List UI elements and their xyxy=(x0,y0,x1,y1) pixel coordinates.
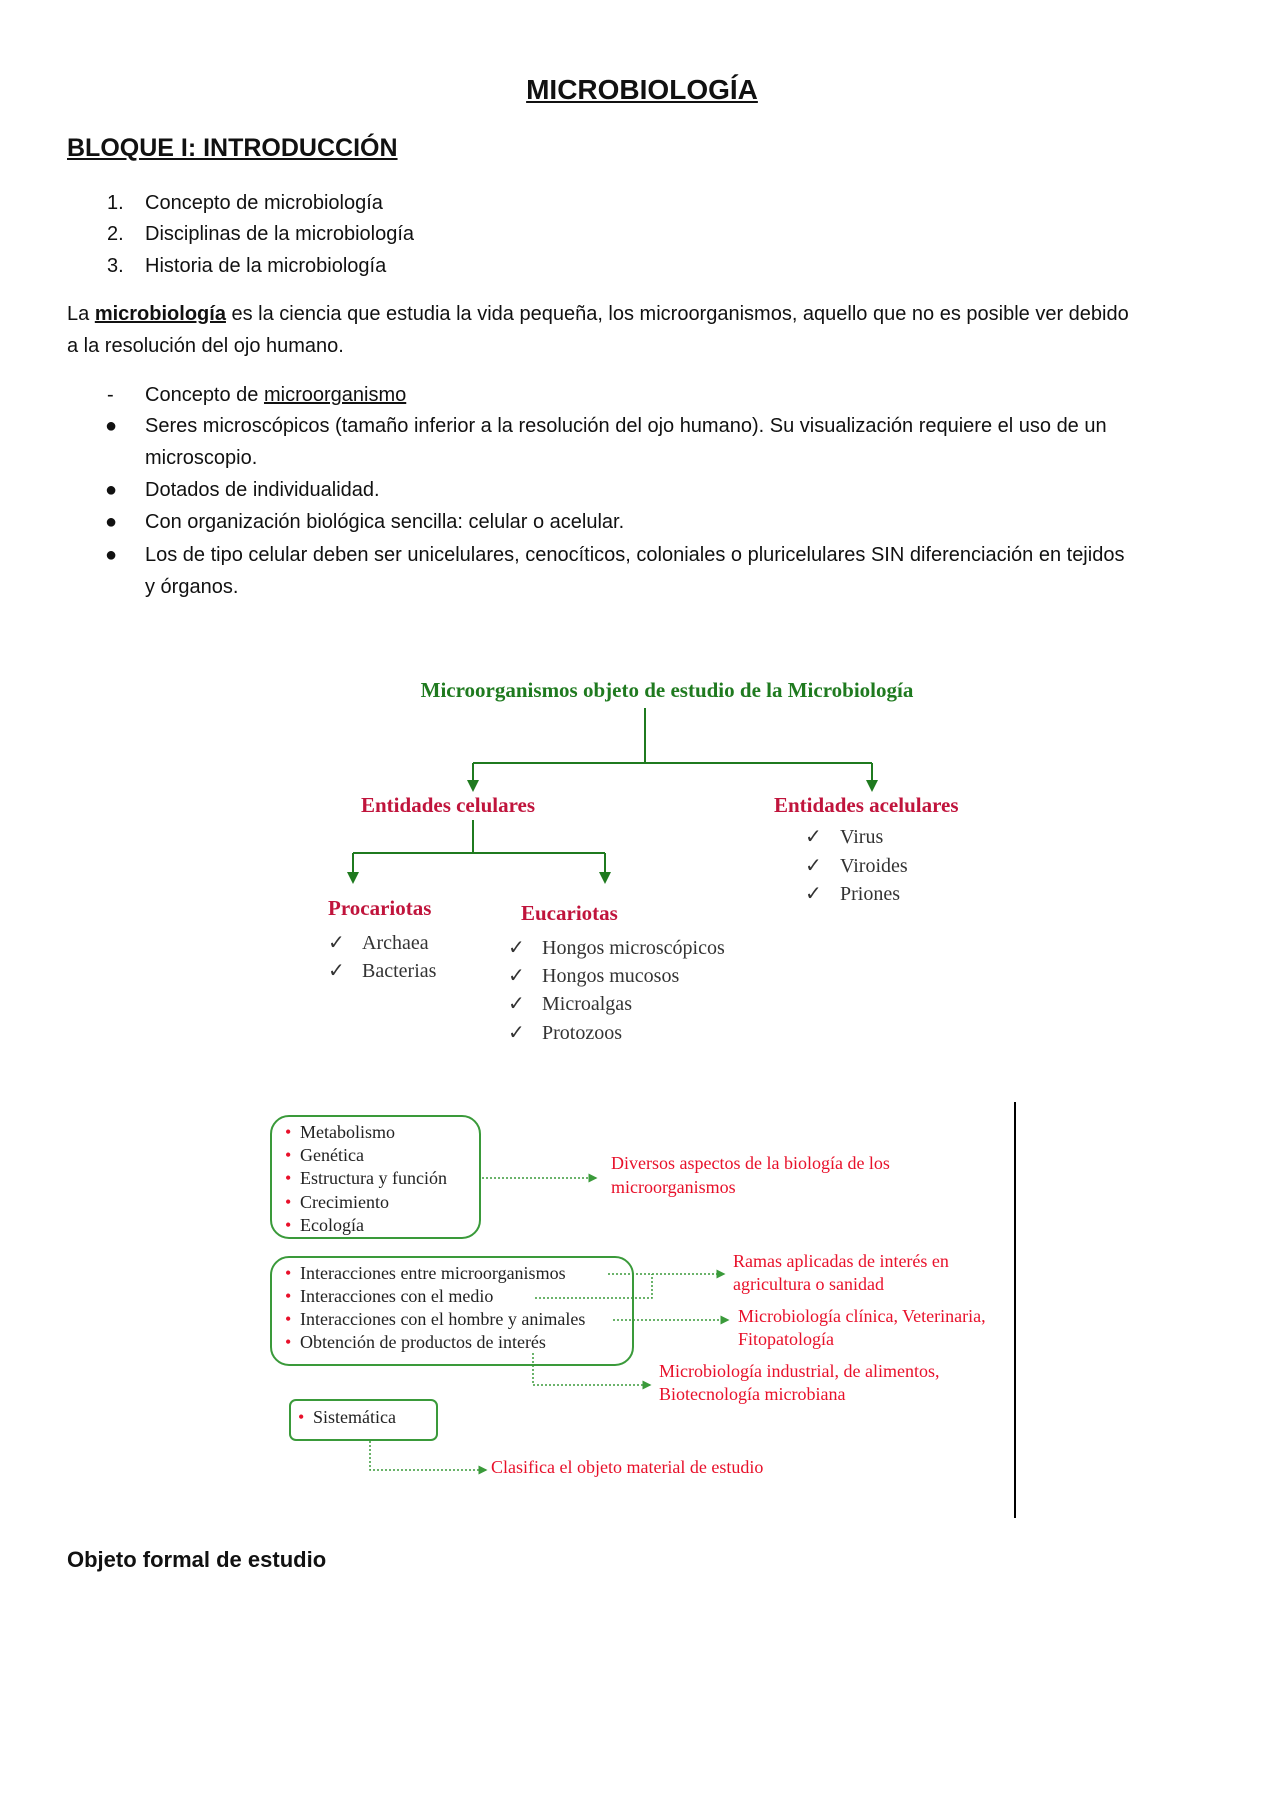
check-icon: ✓ xyxy=(805,883,822,905)
list-item: Genética xyxy=(300,1145,364,1165)
check-icon: ✓ xyxy=(508,965,525,987)
bullet-text: Seres microscópicos (tamaño inferior a la resolución del ojo humano). Su visualización requiere el uso de un xyxy=(145,415,1107,437)
bullet-icon: ● xyxy=(105,479,118,501)
target-text: Clasifica el objeto material de estudio xyxy=(491,1457,764,1477)
list-item: Obtención de productos de interés xyxy=(300,1332,546,1352)
bullet-text: y órganos. xyxy=(145,576,239,598)
term-microbiologia: microbiología xyxy=(94,303,226,325)
bullet-text: Dotados de individualidad. xyxy=(145,479,380,501)
list-item: Crecimiento xyxy=(300,1192,389,1212)
list-item: Hongos mucosos xyxy=(542,965,680,987)
svg-text:•: • xyxy=(285,1332,292,1352)
target-text: Ramas aplicadas de interés en xyxy=(733,1251,949,1271)
target-text: Microbiología clínica, Veterinaria, xyxy=(738,1306,986,1326)
svg-text:•: • xyxy=(285,1168,292,1188)
list-item: Hongos microscópicos xyxy=(542,937,725,959)
procariotas-label: Procariotas xyxy=(328,896,432,920)
list-item: Bacterias xyxy=(362,960,437,982)
toc-number: 3. xyxy=(107,255,124,277)
intro-paragraph: La microbiología es la ciencia que estudia la vida pequeña, los microorganismos, aquello que no es posible ver debido xyxy=(67,303,1129,325)
subheading: Objeto formal de estudio xyxy=(67,1547,327,1572)
bullet-text: Los de tipo celular deben ser unicelulares, cenocíticos, coloniales o pluricelulares SIN diferenciación en tejidos xyxy=(145,544,1125,566)
page-title: MICROBIOLOGÍA xyxy=(526,74,758,105)
list-item: Virus xyxy=(840,826,884,848)
target-text: Fitopatología xyxy=(738,1329,834,1349)
box2-items xyxy=(285,1263,585,1352)
check-icon: ✓ xyxy=(805,855,822,877)
check-icon: ✓ xyxy=(328,960,345,982)
svg-text:•: • xyxy=(298,1407,305,1427)
list-item: Interacciones con el medio xyxy=(300,1286,494,1306)
check-icon: ✓ xyxy=(805,826,822,848)
list-item: Archaea xyxy=(362,932,429,954)
svg-text:•: • xyxy=(285,1122,292,1142)
target-text: Microbiología industrial, de alimentos, xyxy=(659,1361,940,1381)
list-item: Interacciones con el hombre y animales xyxy=(300,1309,586,1329)
check-icon: ✓ xyxy=(328,932,345,954)
svg-text:•: • xyxy=(285,1286,292,1306)
toc-number: 2. xyxy=(107,223,124,245)
list-item: Estructura y función xyxy=(300,1168,447,1188)
eucariotas-list xyxy=(508,937,725,1044)
target-text: microorganismos xyxy=(611,1177,736,1197)
check-icon: ✓ xyxy=(508,1022,525,1044)
list-item: Priones xyxy=(840,883,900,905)
list-item: Sistemática xyxy=(313,1407,396,1427)
celulares-label: Entidades celulares xyxy=(361,793,536,817)
list-item: Protozoos xyxy=(542,1022,622,1044)
svg-text:•: • xyxy=(285,1263,292,1283)
bullet-text: Con organización biológica sencilla: celular o acelular. xyxy=(145,511,625,533)
concept-heading: Concepto de microorganismo xyxy=(145,384,407,406)
target-text: Biotecnología microbiana xyxy=(659,1384,846,1404)
svg-text:•: • xyxy=(285,1309,292,1329)
bullet-text: microscopio. xyxy=(145,447,258,469)
bullet-icon: ● xyxy=(105,511,118,533)
toc-item: Concepto de microbiología xyxy=(145,192,383,214)
list-item: Metabolismo xyxy=(300,1122,395,1142)
eucariotas-label: Eucariotas xyxy=(521,901,618,925)
procariotas-list xyxy=(328,932,437,982)
list-item: Microalgas xyxy=(542,993,632,1015)
svg-text:•: • xyxy=(285,1145,292,1165)
svg-text:•: • xyxy=(285,1215,292,1235)
section-heading: BLOQUE I: INTRODUCCIÓN xyxy=(67,134,398,162)
intro-paragraph-line2: a la resolución del ojo humano. xyxy=(67,335,344,357)
list-item: Ecología xyxy=(300,1215,364,1235)
bullet-icon: ● xyxy=(105,544,118,566)
target-text: agricultura o sanidad xyxy=(733,1274,884,1294)
list-item: Viroides xyxy=(840,855,908,877)
acelulares-label: Entidades acelulares xyxy=(774,793,959,817)
check-icon: ✓ xyxy=(508,937,525,959)
toc-item: Disciplinas de la microbiología xyxy=(145,223,415,245)
dash-marker: - xyxy=(107,384,114,406)
target-text: Diversos aspectos de la biología de los xyxy=(611,1153,890,1173)
box3-items xyxy=(298,1407,396,1427)
list-item: Interacciones entre microorganismos xyxy=(300,1263,566,1283)
box1-items xyxy=(285,1122,447,1235)
check-icon: ✓ xyxy=(508,993,525,1015)
toc-number: 1. xyxy=(107,192,124,214)
toc-item: Historia de la microbiología xyxy=(145,255,387,277)
diagram-title: Microorganismos objeto de estudio de la Microbiología xyxy=(420,678,914,702)
svg-text:•: • xyxy=(285,1192,292,1212)
bullet-icon: ● xyxy=(105,415,118,437)
acelulares-list xyxy=(805,826,908,905)
